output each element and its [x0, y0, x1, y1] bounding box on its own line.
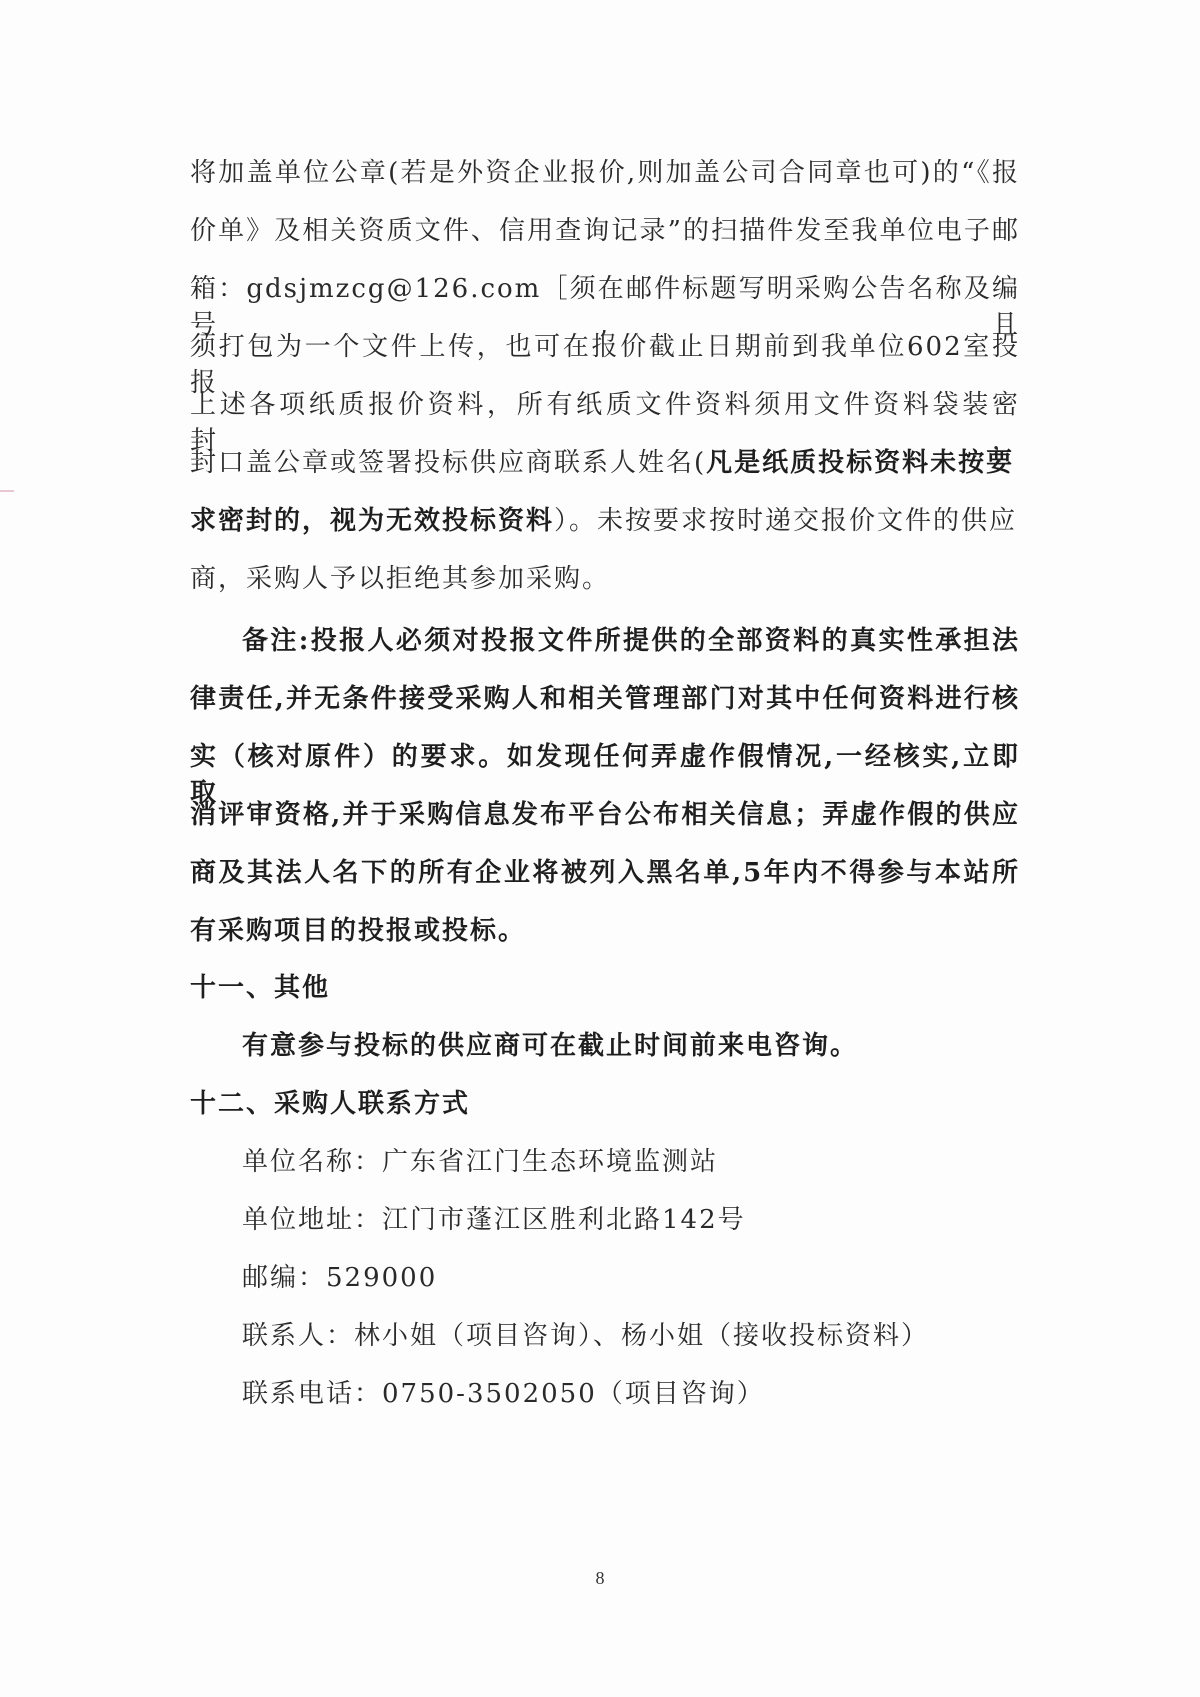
- contact-person: 联系人：林小姐（项目咨询）、杨小姐（接收投标资料）: [242, 1321, 930, 1351]
- paragraph-line: [190, 445, 1020, 481]
- emphasis-text: 凡是纸质投标资料未按要: [706, 448, 1015, 478]
- section-heading-other: 十一、其他: [190, 973, 331, 1003]
- unit-name: 单位名称：广东省江门生态环境监测站: [242, 1147, 719, 1177]
- section-body: 有意参与投标的供应商可在截止时间前来电咨询。: [242, 1031, 859, 1061]
- postcode: 邮编：529000: [242, 1263, 438, 1293]
- note-line: 商及其法人名下的所有企业将被列入黑名单,5年内不得参与本站所: [190, 858, 1020, 888]
- paragraph-line: 价单》及相关资质文件、信用查询记录”的扫描件发至我单位电子邮: [190, 216, 1020, 246]
- paragraph-line: 须打包为一个文件上传，也可在报价截止日期前到我单位602室投报: [190, 332, 1020, 398]
- note-line: 消评审资格,并于采购信息发布平台公布相关信息；弄虚作假的供应: [190, 800, 1020, 830]
- note-line: 有采购项目的投报或投标。: [190, 916, 527, 946]
- paragraph-text: 封口盖公章或签署投标供应商联系人姓名(: [190, 448, 707, 478]
- paragraph-line: 商，采购人予以拒绝其参加采购。: [190, 564, 611, 594]
- paragraph-line: [190, 503, 1020, 539]
- paragraph-line: 箱：gdsjmzcg@126.com［须在邮件标题写明采购公告名称及编号,且: [190, 274, 1020, 340]
- contact-phone: 联系电话：0750-3502050（项目咨询）: [242, 1379, 765, 1409]
- emphasis-text: 求密封的，视为无效投标资料: [190, 506, 555, 536]
- unit-address: 单位地址：江门市蓬江区胜利北路142号: [242, 1205, 746, 1235]
- note-line: 备注:投报人必须对投报文件所提供的全部资料的真实性承担法: [242, 626, 1020, 656]
- page-number: 8: [595, 1568, 605, 1588]
- paragraph-line: 将加盖单位公章(若是外资企业报价,则加盖公司合同章也可)的“《报: [190, 158, 1020, 188]
- note-line: 律责任,并无条件接受采购人和相关管理部门对其中任何资料进行核: [190, 684, 1020, 714]
- note-line: 实（核对原件）的要求。如发现任何弄虚作假情况,一经核实,立即取: [190, 742, 1020, 808]
- paragraph-line: 上述各项纸质报价资料，所有纸质文件资料须用文件资料袋装密封，: [190, 390, 1020, 456]
- scan-mark: [0, 490, 14, 492]
- paragraph-text: ）。未按要求按时递交报价文件的供应: [554, 506, 1018, 536]
- section-heading-contact: 十二、采购人联系方式: [190, 1089, 471, 1119]
